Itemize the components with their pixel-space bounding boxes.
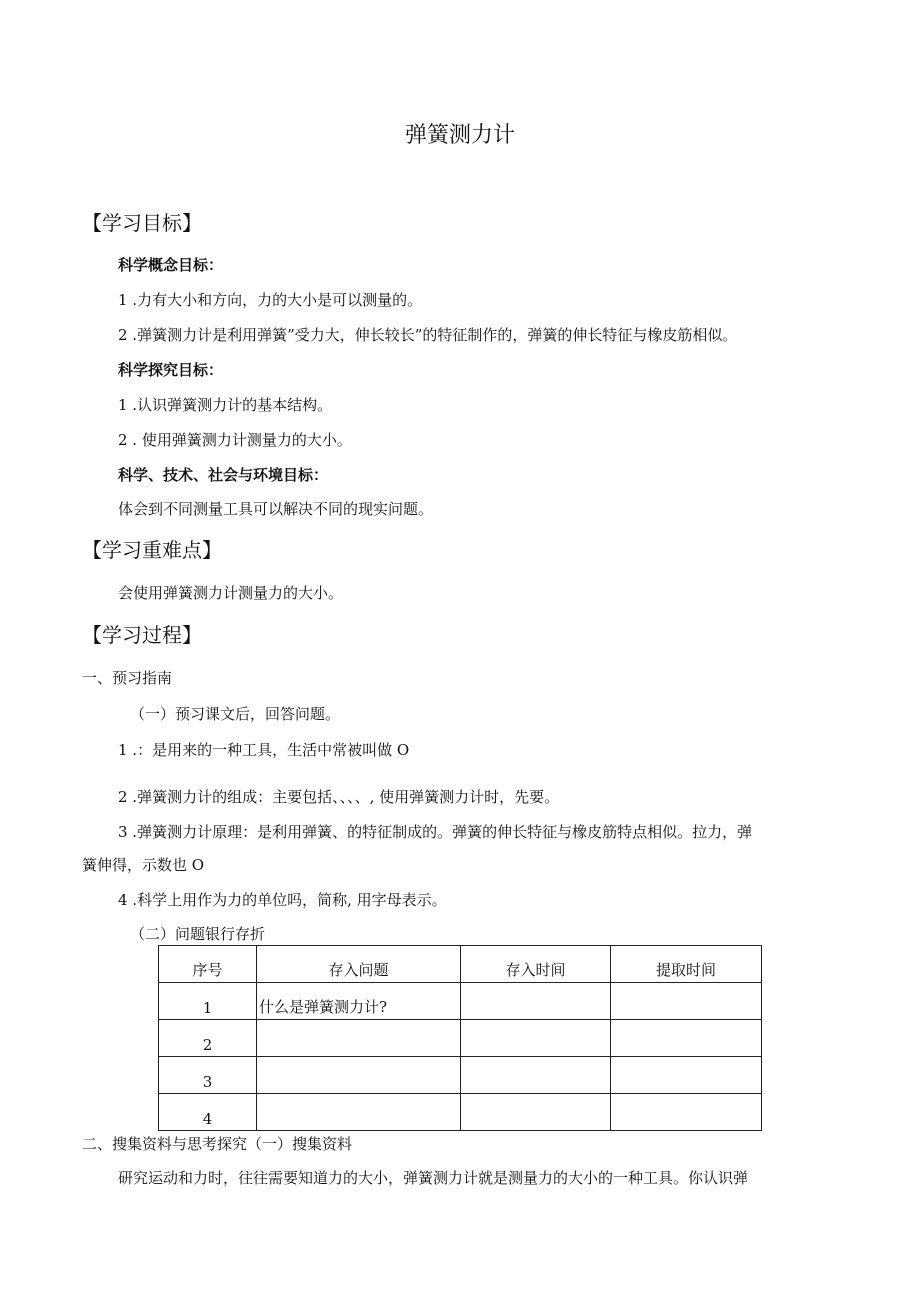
row-number: 2 — [159, 1020, 257, 1057]
inquiry-goal-label: 科学探究目标： — [118, 361, 224, 379]
concept-goal-item-1: 1 .力有大小和方向，力的大小是可以测量的。 — [118, 291, 423, 309]
key-points-text: 会使用弹簧测力计测量力的大小。 — [118, 584, 344, 602]
page-title: 弹簧测力计 — [404, 123, 515, 148]
question-1: 1 .：是用来的一种工具，生活中常被叫做 O — [118, 741, 410, 759]
row-number: 3 — [159, 1057, 257, 1094]
inquiry-goal-item-2: 2 . 使用弹簧测力计测量力的大小。 — [118, 431, 352, 449]
sts-goal-text: 体会到不同测量工具可以解决不同的现实问题。 — [118, 500, 434, 518]
goals-heading: 【学习目标】 — [82, 211, 202, 235]
sts-goal-label: 科学、技术、社会与环境目标： — [118, 466, 329, 484]
table-row — [159, 1057, 762, 1094]
table-row — [159, 983, 762, 1020]
row-number: 4 — [159, 1094, 257, 1131]
row-deposit-time — [461, 983, 611, 1020]
row-question — [257, 1094, 461, 1131]
question-3-line-1: 3 .弹簧测力计原理：是利用弹簧、的特征制成的。弹簧的伸长特征与橡皮筋特点相似。拉力，弹 — [118, 823, 753, 841]
row-withdraw-time — [611, 1094, 762, 1131]
question-bank-table — [158, 945, 762, 1131]
process-heading: 【学习过程】 — [82, 623, 202, 647]
table-header-row — [159, 946, 762, 983]
table-row — [159, 1094, 762, 1131]
concept-goal-label: 科学概念目标： — [118, 256, 224, 274]
table-row — [159, 1020, 762, 1057]
row-question — [257, 1020, 461, 1057]
row-withdraw-time — [611, 1057, 762, 1094]
header-withdraw-time: 提取时间 — [611, 946, 762, 983]
question-3-line-2: 簧伸得，示数也 O — [82, 856, 205, 874]
part2-text: 研究运动和力时，往往需要知道力的大小，弹簧测力计就是测量力的大小的一种工具。你认识弹 — [118, 1169, 749, 1187]
row-question — [257, 1057, 461, 1094]
row-question: 什么是弹簧测力计? — [257, 983, 461, 1020]
concept-goal-item-2: 2 .弹簧测力计是利用弹簧”受力大，伸长较长”的特征制作的，弹簧的伸长特征与橡皮筋相似。 — [118, 326, 738, 344]
row-deposit-time — [461, 1094, 611, 1131]
row-deposit-time — [461, 1057, 611, 1094]
key-points-heading: 【学习重难点】 — [82, 538, 222, 562]
header-number: 序号 — [159, 946, 257, 983]
row-withdraw-time — [611, 983, 762, 1020]
part1-heading: 一、预习指南 — [82, 669, 173, 687]
question-4: 4 .科学上用作为力的单位吗，简称, 用字母表示。 — [118, 891, 447, 909]
row-deposit-time — [461, 1020, 611, 1057]
row-number: 1 — [159, 983, 257, 1020]
part1-sub1: （一）预习课文后，回答问题。 — [130, 705, 341, 723]
inquiry-goal-item-1: 1 .认识弹簧测力计的基本结构。 — [118, 396, 333, 414]
part1-sub2: （二）问题银行存折 — [130, 925, 266, 943]
header-question: 存入问题 — [257, 946, 461, 983]
question-2: 2 .弹簧测力计的组成：主要包括、、、、, 使用弹簧测力计时，先要。 — [118, 788, 560, 806]
part2-heading: 二、搜集资料与思考探究（一）搜集资料 — [82, 1135, 353, 1153]
header-deposit-time: 存入时间 — [461, 946, 611, 983]
row-withdraw-time — [611, 1020, 762, 1057]
